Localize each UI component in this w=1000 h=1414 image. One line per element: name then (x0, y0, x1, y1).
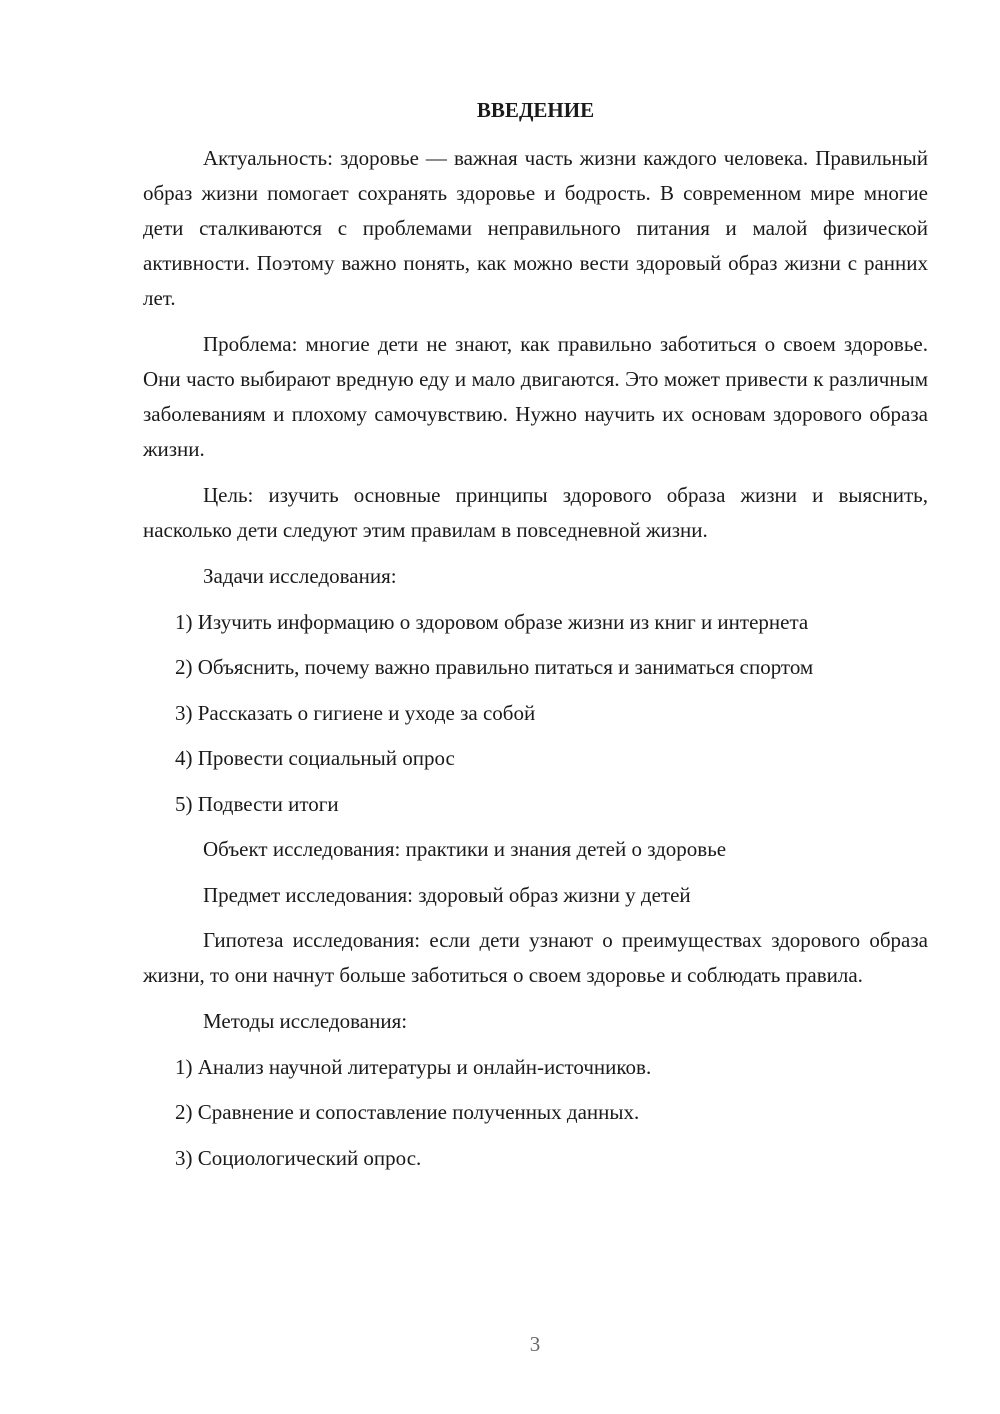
task-item: 3) Рассказать о гигиене и уходе за собой (175, 700, 536, 725)
task-item: 2) Объяснить, почему важно правильно питаться и заниматься спортом (175, 655, 814, 679)
tasks-title: Задачи исследования: (203, 564, 397, 588)
hypothesis-paragraph: Гипотеза исследования: если дети узнают о преимуществах здорового образа жизни, то они начнут больше заботиться о своем здоровье и соблюдать правила. (143, 928, 928, 987)
task-item: 5) Подвести итоги (175, 791, 339, 816)
relevance-paragraph: Актуальность: здоровье — важная часть жизни каждого человека. Правильный образ жизни помогает сохранять здоровье и бодрость. В современном мире многие дети сталкиваются с проблемами неправильного питания и малой физической активности. Поэтому важно понять, как можно вести здоровый образ жизни с ранних лет. (143, 146, 928, 310)
section-heading: ВВЕДЕНИЕ (476, 98, 595, 122)
method-item: 2) Сравнение и сопоставление полученных данных. (175, 1100, 640, 1124)
research-object: Объект исследования: практики и знания детей о здоровье (203, 837, 727, 861)
research-subject: Предмет исследования: здоровый образ жизни у детей (203, 882, 691, 907)
method-item: 1) Анализ научной литературы и онлайн-источников. (175, 1054, 652, 1079)
methods-title: Методы исследования: (203, 1009, 408, 1033)
page-number: 3 (529, 1332, 541, 1356)
method-item: 3) Социологический опрос. (175, 1145, 422, 1170)
problem-paragraph: Проблема: многие дети не знают, как правильно заботиться о своем здоровье. Они часто выбирают вредную еду и мало двигаются. Это может привести к различным заболеваниям и плохому самочувствию. Нужно научить их основам здорового образа жизни. (143, 332, 928, 461)
task-item: 1) Изучить информацию о здоровом образе жизни из книг и интернета (175, 609, 809, 634)
goal-paragraph: Цель: изучить основные принципы здорового образа жизни и выяснить, насколько дети следуют этим правилам в повседневной жизни. (143, 483, 928, 542)
document-page (143, 94, 928, 1186)
task-item: 4) Провести социальный опрос (175, 746, 455, 770)
